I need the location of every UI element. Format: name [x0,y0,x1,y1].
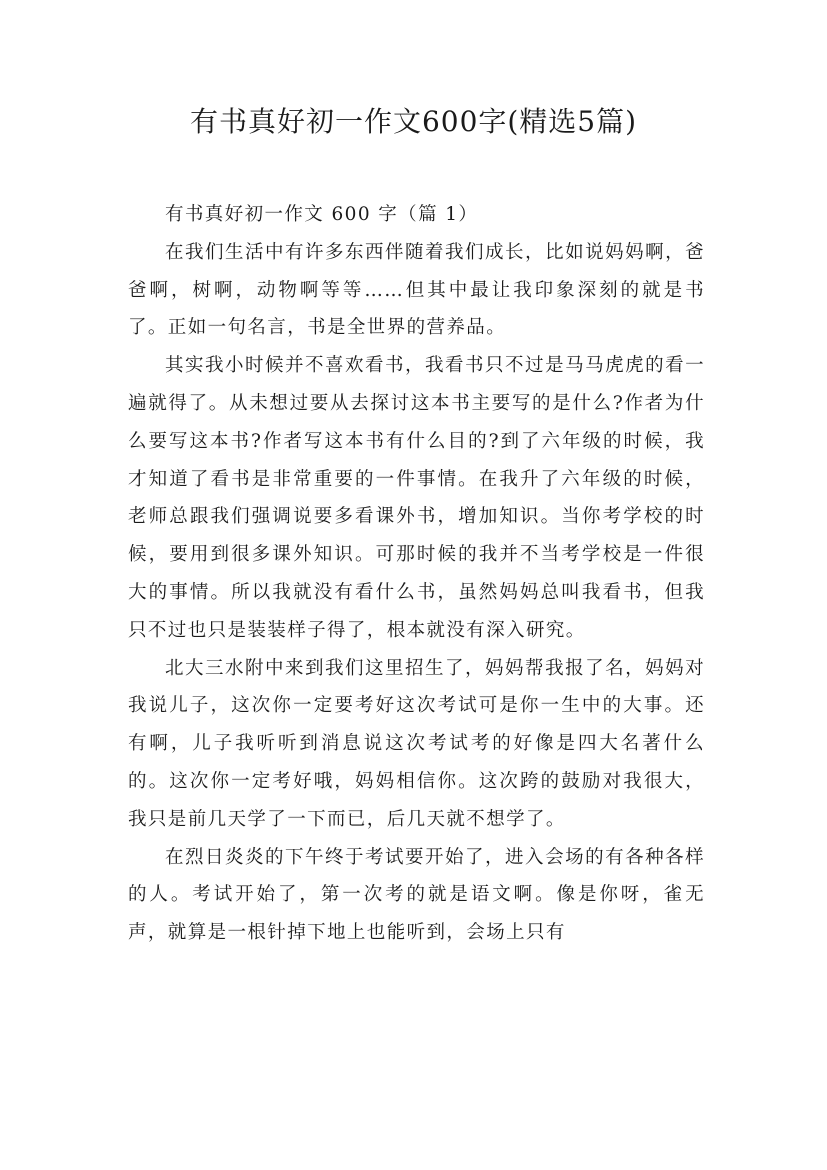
article-body [128,196,705,952]
paragraph: 其实我小时候并不喜欢看书，我看书只不过是马马虎虎的看一遍就得了。从未想过要从去探讨这本书主要写的是什么?作者为什么要写这本书?作者写这本书有什么目的?到了六年级的时候，我才知道了看书是非常重要的一件事情。在我升了六年级的时候，老师总跟我们强调说要多看课外书，增加知识。当你考学校的时候，要用到很多课外知识。可那时候的我并不当考学校是一件很大的事情。所以我就没有看什么书，虽然妈妈总叫我看书，但我只不过也只是装装样子得了，根本就没有深入研究。 [128,355,705,641]
section-heading: 有书真好初一作文 600 字（篇 1） [165,204,479,225]
paragraph: 北大三水附中来到我们这里招生了，妈妈帮我报了名，妈妈对我说儿子，这次你一定要考好这次考试可是你一生中的大事。还有啊，儿子我听听到消息说这次考试考的好像是四大名著什么的。这次你一定考好哦，妈妈相信你。这次跨的鼓励对我很大，我只是前几天学了一下而已，后几天就不想学了。 [128,657,705,830]
paragraph: 在烈日炎炎的下午终于考试要开始了，进入会场的有各种各样的人。考试开始了，第一次考的就是语文啊。像是你呀，雀无声，就算是一根针掉下地上也能听到，会场上只有 [128,846,705,944]
paragraph: 在我们生活中有许多东西伴随着我们成长，比如说妈妈啊，爸爸啊，树啊，动物啊等等……但其中最让我印象深刻的就是书了。正如一句名言，书是全世界的营养品。 [128,241,705,339]
page-title: 有书真好初一作文600字(精选5篇) [189,105,638,138]
